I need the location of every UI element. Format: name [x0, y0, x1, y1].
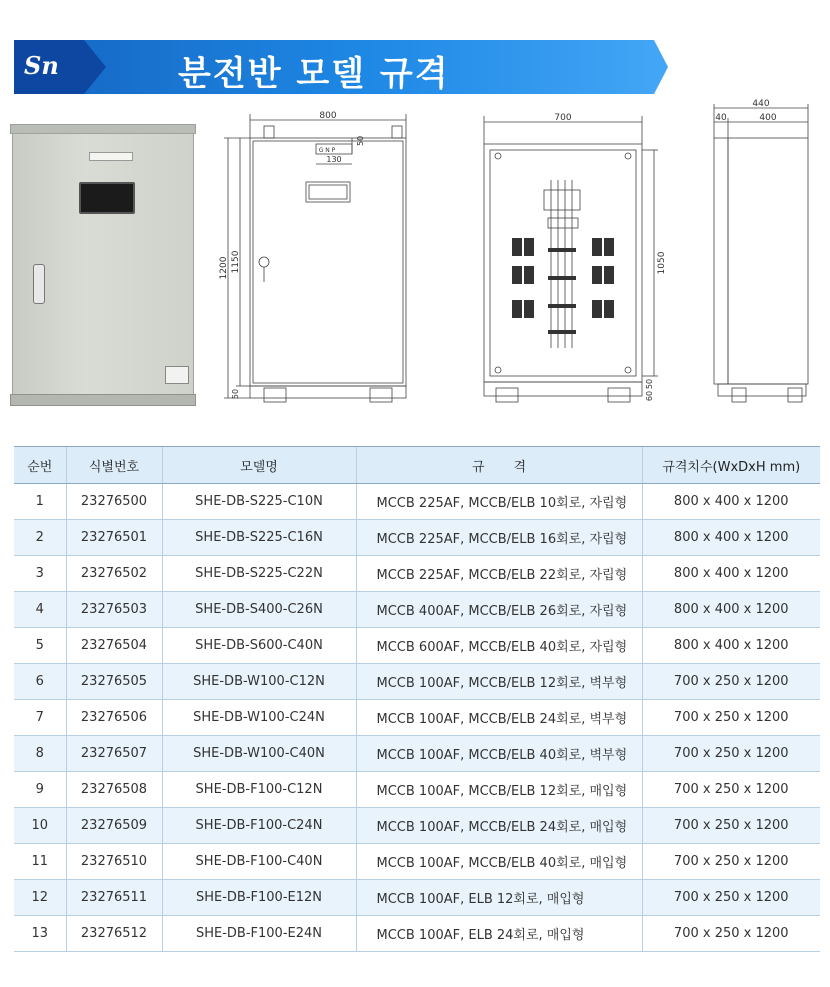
- front-plate-width-label: 130: [326, 155, 342, 164]
- cell-id: 23276501: [66, 520, 162, 556]
- logo-text: Sn: [24, 51, 59, 80]
- cell-spec: MCCB 225AF, MCCB/ELB 16회로, 자립형: [356, 520, 642, 556]
- interior-width-label: 700: [554, 113, 572, 123]
- cell-dimensions: 800 x 400 x 1200: [642, 556, 820, 592]
- cell-spec: MCCB 100AF, ELB 12회로, 매입형: [356, 880, 642, 916]
- cell-spec: MCCB 100AF, MCCB/ELB 24회로, 벽부형: [356, 700, 642, 736]
- cell-index: 8: [14, 736, 66, 772]
- cell-id: 23276509: [66, 808, 162, 844]
- front-plate-offset-label: 50: [356, 135, 365, 146]
- cell-dimensions: 800 x 400 x 1200: [642, 484, 820, 520]
- cell-model: SHE-DB-F100-C12N: [162, 772, 356, 808]
- cell-dimensions: 700 x 250 x 1200: [642, 880, 820, 916]
- cell-id: 23276507: [66, 736, 162, 772]
- cell-index: 1: [14, 484, 66, 520]
- cell-model: SHE-DB-W100-C24N: [162, 700, 356, 736]
- table-row: [14, 736, 820, 772]
- cell-index: 3: [14, 556, 66, 592]
- table-row: [14, 664, 820, 700]
- cell-id: 23276503: [66, 592, 162, 628]
- table-row: [14, 628, 820, 664]
- interior-view-drawing: [468, 98, 668, 422]
- header-spec: 규 격: [356, 447, 642, 484]
- cell-index: 7: [14, 700, 66, 736]
- cabinet-window: [79, 182, 135, 214]
- table-row: [14, 844, 820, 880]
- cell-spec: MCCB 225AF, MCCB/ELB 10회로, 자립형: [356, 484, 642, 520]
- cell-spec: MCCB 400AF, MCCB/ELB 26회로, 자립형: [356, 592, 642, 628]
- cell-dimensions: 700 x 250 x 1200: [642, 916, 820, 952]
- cell-index: 2: [14, 520, 66, 556]
- spec-table: [14, 446, 820, 952]
- cell-index: 4: [14, 592, 66, 628]
- cell-model: SHE-DB-W100-C12N: [162, 664, 356, 700]
- cell-dimensions: 800 x 400 x 1200: [642, 628, 820, 664]
- logo: [14, 40, 84, 94]
- table-row: [14, 556, 820, 592]
- cell-model: SHE-DB-S600-C40N: [162, 628, 356, 664]
- cell-model: SHE-DB-F100-E12N: [162, 880, 356, 916]
- table-row: [14, 520, 820, 556]
- cell-model: SHE-DB-S225-C22N: [162, 556, 356, 592]
- cell-id: 23276512: [66, 916, 162, 952]
- cell-index: 13: [14, 916, 66, 952]
- front-plate-label: G N P: [318, 147, 336, 154]
- cell-dimensions: 700 x 250 x 1200: [642, 808, 820, 844]
- cell-id: 23276500: [66, 484, 162, 520]
- interior-height-label: 1050: [657, 251, 667, 275]
- cell-dimensions: 700 x 250 x 1200: [642, 700, 820, 736]
- table-row: [14, 916, 820, 952]
- cell-dimensions: 700 x 250 x 1200: [642, 772, 820, 808]
- title-banner: [14, 40, 654, 94]
- side-depth-label: 440: [752, 99, 770, 109]
- cell-id: 23276504: [66, 628, 162, 664]
- cell-spec: MCCB 600AF, MCCB/ELB 40회로, 자립형: [356, 628, 642, 664]
- side-body-label: 400: [759, 113, 777, 123]
- table-row: [14, 808, 820, 844]
- cell-spec: MCCB 100AF, MCCB/ELB 40회로, 매입형: [356, 844, 642, 880]
- cell-dimensions: 700 x 250 x 1200: [642, 736, 820, 772]
- front-width-label: 800: [319, 111, 337, 121]
- cell-index: 9: [14, 772, 66, 808]
- table-header-row: [14, 447, 820, 484]
- cell-model: SHE-DB-W100-C40N: [162, 736, 356, 772]
- cell-id: 23276506: [66, 700, 162, 736]
- cell-model: SHE-DB-S225-C10N: [162, 484, 356, 520]
- cell-index: 12: [14, 880, 66, 916]
- cabinet-handle: [33, 264, 45, 304]
- cell-dimensions: 700 x 250 x 1200: [642, 664, 820, 700]
- table-row: [14, 592, 820, 628]
- product-photo: [10, 124, 196, 406]
- cell-id: 23276508: [66, 772, 162, 808]
- cell-dimensions: 800 x 400 x 1200: [642, 592, 820, 628]
- table-row: [14, 700, 820, 736]
- cell-id: 23276511: [66, 880, 162, 916]
- cell-model: SHE-DB-S225-C16N: [162, 520, 356, 556]
- front-height-outer-label: 1200: [219, 256, 229, 280]
- cell-index: 10: [14, 808, 66, 844]
- cabinet-body: [12, 133, 194, 395]
- table-row: [14, 880, 820, 916]
- front-height-inner-label: 1150: [231, 250, 241, 274]
- cell-index: 11: [14, 844, 66, 880]
- cell-index: 5: [14, 628, 66, 664]
- cell-model: SHE-DB-S400-C26N: [162, 592, 356, 628]
- front-base-label: 50: [231, 388, 240, 400]
- table-row: [14, 772, 820, 808]
- cell-spec: MCCB 100AF, MCCB/ELB 12회로, 매입형: [356, 772, 642, 808]
- cell-spec: MCCB 100AF, MCCB/ELB 24회로, 매입형: [356, 808, 642, 844]
- cell-id: 23276510: [66, 844, 162, 880]
- cell-index: 6: [14, 664, 66, 700]
- cell-model: SHE-DB-F100-C40N: [162, 844, 356, 880]
- cell-spec: MCCB 100AF, ELB 24회로, 매입형: [356, 916, 642, 952]
- interior-base-upper-label: 50: [645, 378, 654, 390]
- cell-id: 23276502: [66, 556, 162, 592]
- interior-base-lower-label: 60: [645, 390, 654, 402]
- table-row: [14, 484, 820, 520]
- cabinet-base: [10, 394, 196, 406]
- table-body: [14, 484, 820, 952]
- cell-dimensions: 700 x 250 x 1200: [642, 844, 820, 880]
- side-door-label: 40: [715, 113, 727, 123]
- cell-spec: MCCB 100AF, MCCB/ELB 12회로, 벽부형: [356, 664, 642, 700]
- cell-model: SHE-DB-F100-C24N: [162, 808, 356, 844]
- header-dimensions: 규격치수(WxDxH mm): [642, 447, 820, 484]
- cabinet-nameplate: [89, 152, 133, 161]
- front-view-drawing: [216, 98, 426, 422]
- page-title: 분전반 모델 규격: [178, 54, 450, 94]
- header-index: 순번: [14, 447, 66, 484]
- cell-id: 23276505: [66, 664, 162, 700]
- header-id: 식별번호: [66, 447, 162, 484]
- cell-spec: MCCB 225AF, MCCB/ELB 22회로, 자립형: [356, 556, 642, 592]
- cabinet-sticker: [165, 366, 189, 384]
- header-model: 모델명: [162, 447, 356, 484]
- cell-dimensions: 800 x 400 x 1200: [642, 520, 820, 556]
- side-view-drawing: [704, 98, 816, 422]
- cell-model: SHE-DB-F100-E24N: [162, 916, 356, 952]
- cell-spec: MCCB 100AF, MCCB/ELB 40회로, 벽부형: [356, 736, 642, 772]
- logo-chevron: [84, 40, 106, 94]
